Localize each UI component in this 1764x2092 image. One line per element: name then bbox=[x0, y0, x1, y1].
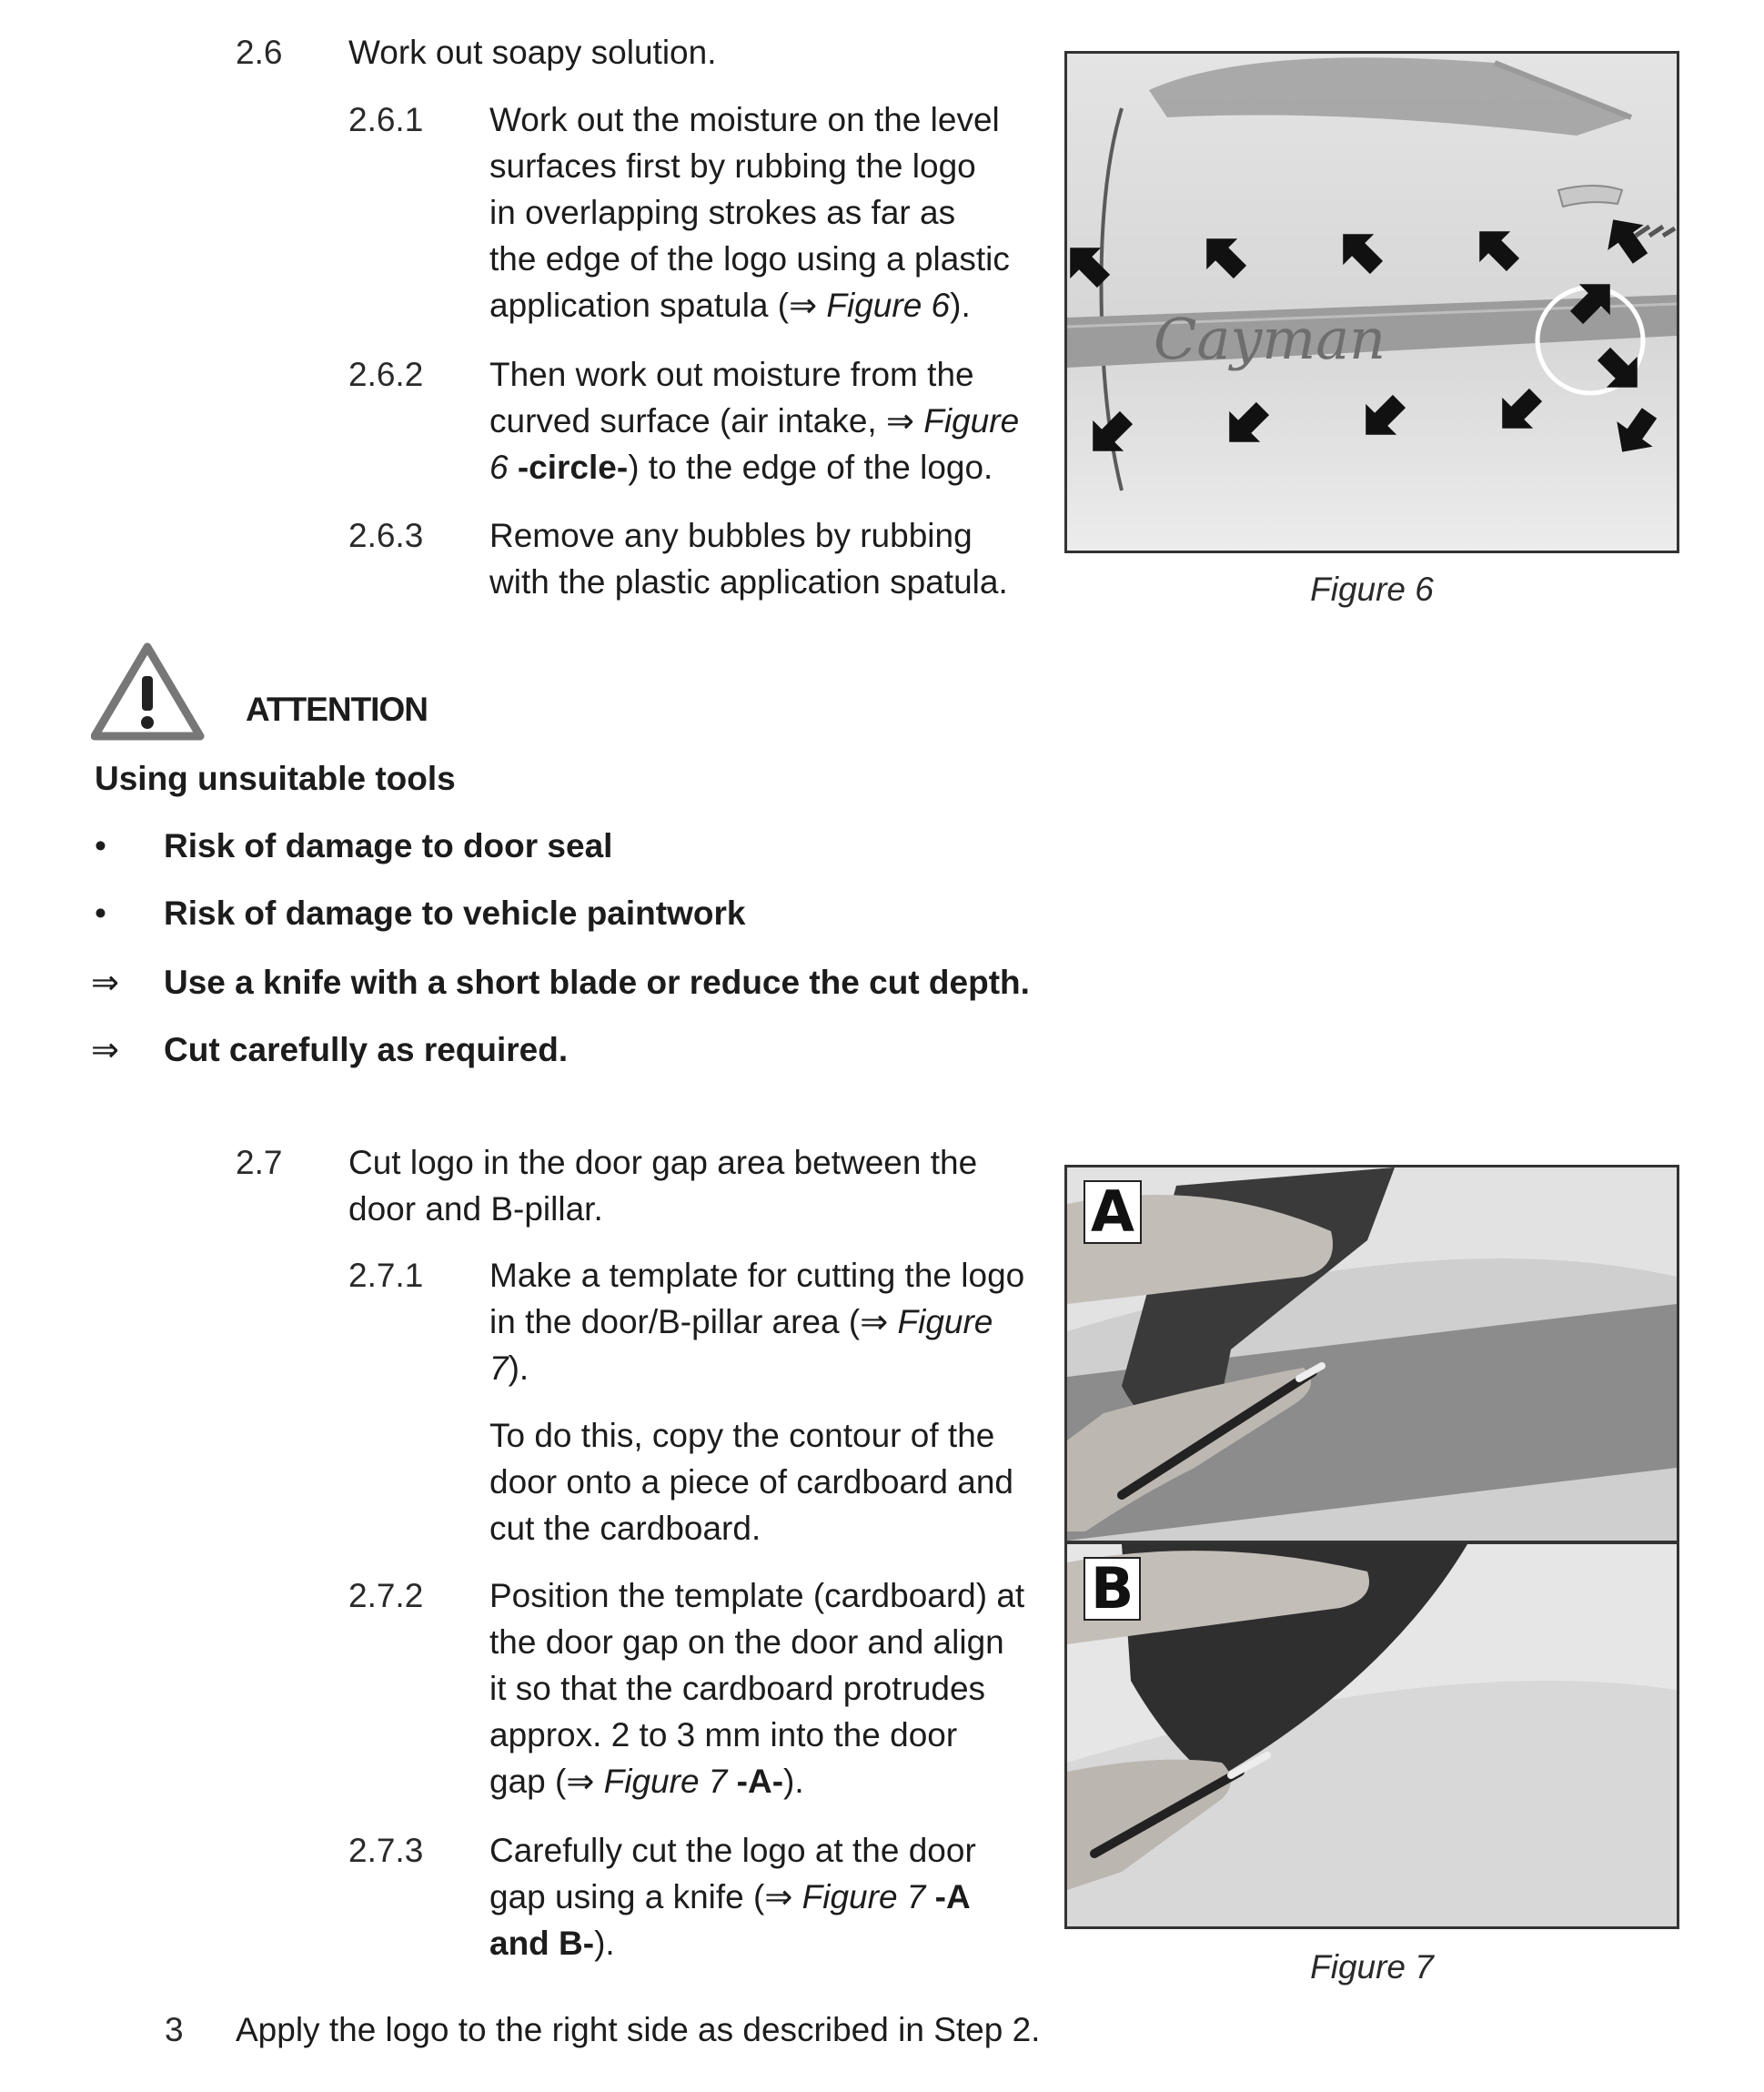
text-line: Carefully cut the logo at the door bbox=[489, 1832, 976, 1869]
figure-7-image bbox=[1064, 1165, 1679, 1929]
figure-6-caption: Figure 6 bbox=[1310, 571, 1434, 608]
figure-reference: Figure 7 bbox=[603, 1763, 728, 1800]
text-segment: ). bbox=[594, 1925, 615, 1962]
text-line: Make a template for cutting the logo bbox=[489, 1257, 1025, 1294]
text-line bbox=[489, 1758, 1024, 1804]
figure-reference: Figure bbox=[897, 1303, 993, 1340]
step-text-2-6-1 bbox=[489, 96, 1010, 328]
text-segment: gap using a knife ( bbox=[489, 1878, 765, 1915]
action-arrow-icon: ⇒ bbox=[91, 964, 120, 1001]
step-text-2-6-3 bbox=[489, 512, 1008, 605]
panel-label-b: B bbox=[1084, 1557, 1141, 1621]
step-number-2-7-1: 2.7.1 bbox=[348, 1257, 424, 1294]
text-line bbox=[489, 282, 1010, 328]
step-title-2-7 bbox=[348, 1139, 977, 1232]
ref-arrow: ⇒ bbox=[764, 1878, 793, 1915]
text-line bbox=[489, 1299, 1024, 1345]
warning-triangle-icon bbox=[91, 642, 205, 742]
text-line: Position the template (cardboard) at bbox=[489, 1577, 1025, 1614]
step-number-2-7-3: 2.7.3 bbox=[348, 1832, 424, 1869]
text-segment: gap ( bbox=[489, 1763, 567, 1800]
bold-reference: -A bbox=[934, 1878, 971, 1915]
ref-arrow: ⇒ bbox=[789, 287, 818, 324]
text-line: Then work out moisture from the bbox=[489, 356, 974, 393]
text-segment: ). bbox=[950, 287, 971, 324]
text-segment: in the door/B-pillar area ( bbox=[489, 1303, 861, 1340]
figure-7-panel-a bbox=[1067, 1167, 1677, 1541]
text-line: Work out the moisture on the level bbox=[489, 101, 1000, 138]
warning-action: Use a knife with a short blade or reduce the cut depth. bbox=[164, 964, 1030, 1001]
text-line: the edge of the logo using a plastic bbox=[489, 240, 1010, 278]
figure-reference: Figure 6 bbox=[826, 287, 951, 324]
step-text-2-7-2 bbox=[489, 1572, 1024, 1804]
step-number-2-6-2: 2.6.2 bbox=[348, 356, 424, 393]
figure-reference: Figure bbox=[923, 402, 1020, 440]
figure-reference: Figure 7 bbox=[801, 1878, 926, 1915]
bullet-symbol: • bbox=[95, 894, 106, 932]
text-segment: ) to the edge of the logo. bbox=[628, 449, 993, 486]
warning-bullet: Risk of damage to door seal bbox=[164, 827, 613, 864]
text-line: cut the cardboard. bbox=[489, 1510, 761, 1547]
text-segment: ). bbox=[508, 1349, 529, 1387]
text-segment: ). bbox=[783, 1763, 804, 1800]
step-number-2-6: 2.6 bbox=[236, 34, 283, 71]
action-arrow-icon: ⇒ bbox=[91, 1031, 120, 1068]
bullet-symbol: • bbox=[95, 827, 106, 864]
text-line: surfaces first by rubbing the logo bbox=[489, 147, 976, 185]
warning-action: Cut carefully as required. bbox=[164, 1031, 569, 1068]
text-line bbox=[489, 1345, 1024, 1391]
step-text-3: Apply the logo to the right side as described in Step 2. bbox=[236, 2011, 1041, 2048]
ref-arrow: ⇒ bbox=[860, 1303, 889, 1340]
step-title-2-6: Work out soapy solution. bbox=[348, 34, 717, 71]
cayman-script-logo: Cayman bbox=[1154, 306, 1386, 372]
attention-subtitle: Using unsuitable tools bbox=[95, 760, 456, 797]
text-line: To do this, copy the contour of the bbox=[489, 1417, 995, 1454]
figure-6-illustration bbox=[1067, 54, 1677, 551]
step-text-2-7-3 bbox=[489, 1827, 976, 1966]
text-line: approx. 2 to 3 mm into the door bbox=[489, 1716, 958, 1753]
figure-6-image bbox=[1064, 51, 1679, 553]
step-text-2-7-1 bbox=[489, 1252, 1024, 1551]
step-number-2-6-1: 2.6.1 bbox=[348, 101, 424, 138]
panel-label-a: A bbox=[1084, 1180, 1142, 1244]
attention-heading: ATTENTION bbox=[246, 691, 428, 728]
text-line: door onto a piece of cardboard and bbox=[489, 1463, 1013, 1501]
step-number-2-7-2: 2.7.2 bbox=[348, 1577, 424, 1614]
text-line: with the plastic application spatula. bbox=[489, 563, 1008, 601]
text-line bbox=[489, 1920, 976, 1966]
text-line bbox=[489, 1874, 976, 1920]
text-segment: curved surface (air intake, bbox=[489, 402, 886, 440]
warning-bullet: Risk of damage to vehicle paintwork bbox=[164, 894, 746, 932]
text-line bbox=[489, 398, 1019, 444]
step-number-3: 3 bbox=[165, 2011, 184, 2048]
step-text-2-6-2 bbox=[489, 351, 1019, 490]
text-segment: application spatula ( bbox=[489, 287, 790, 324]
text-line bbox=[489, 444, 1019, 490]
ref-arrow: ⇒ bbox=[885, 402, 914, 440]
text-line: door and B-pillar. bbox=[348, 1190, 603, 1228]
text-line: it so that the cardboard protrudes bbox=[489, 1670, 986, 1707]
text-line: the door gap on the door and align bbox=[489, 1623, 1004, 1661]
bold-reference: -A- bbox=[736, 1763, 784, 1800]
step-number-2-7: 2.7 bbox=[236, 1144, 283, 1181]
bold-reference: and B- bbox=[489, 1925, 595, 1962]
figure-reference: 7 bbox=[489, 1349, 509, 1387]
figure-7-caption: Figure 7 bbox=[1310, 1948, 1434, 1986]
text-line: in overlapping strokes as far as bbox=[489, 194, 956, 231]
figure-reference: 6 bbox=[489, 449, 509, 486]
step-number-2-6-3: 2.6.3 bbox=[348, 517, 424, 554]
figure-7-panel-b bbox=[1067, 1544, 1677, 1926]
bold-reference: -circle- bbox=[517, 449, 629, 486]
ref-arrow: ⇒ bbox=[566, 1763, 595, 1800]
text-line: Remove any bubbles by rubbing bbox=[489, 517, 973, 554]
text-line: Cut logo in the door gap area between the bbox=[348, 1144, 978, 1181]
